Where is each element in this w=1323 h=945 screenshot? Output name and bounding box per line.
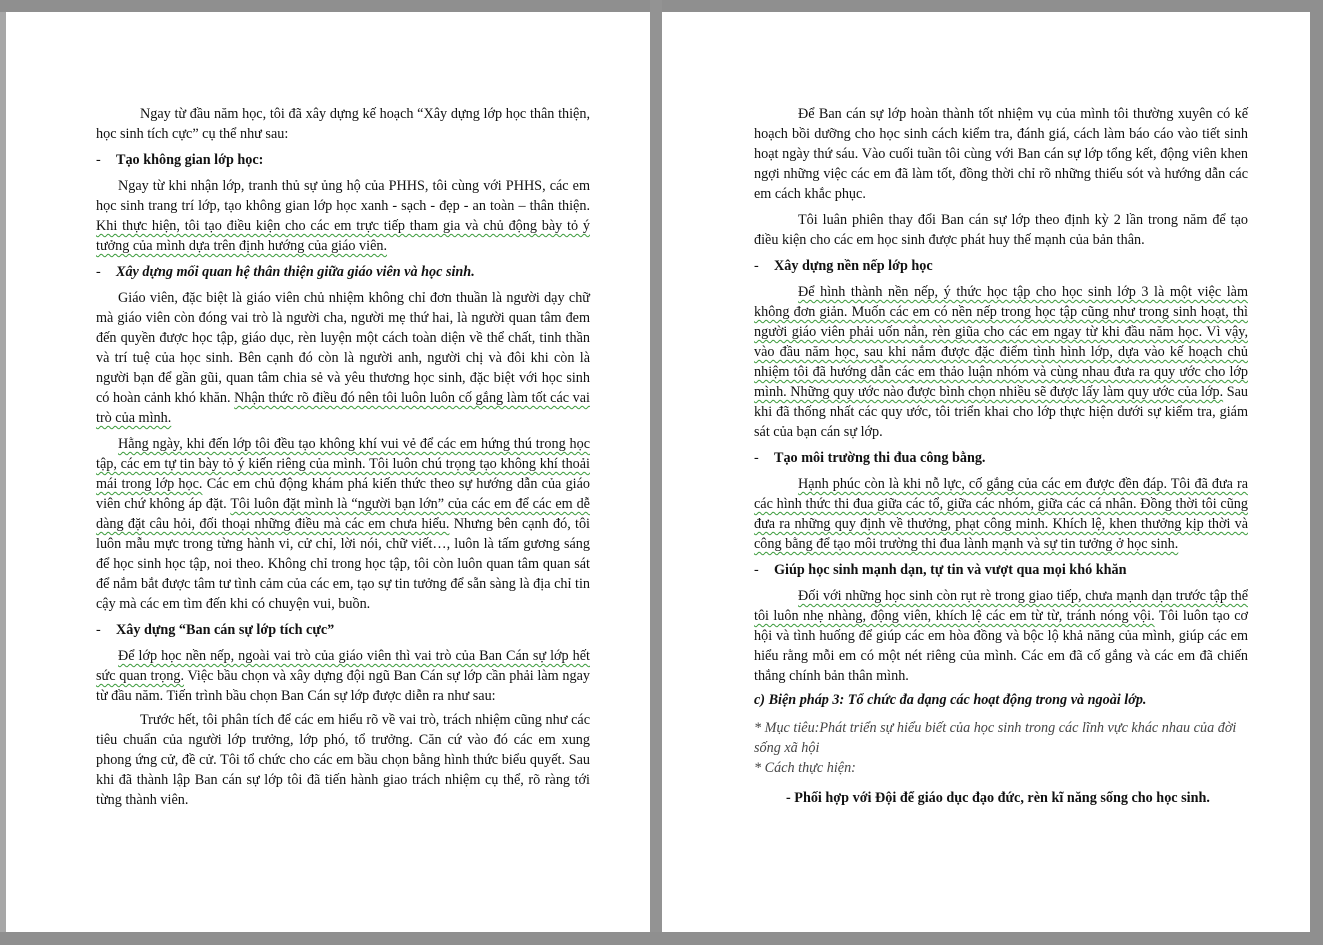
heading-text: Tạo môi trường thi đua công bằng. [774,450,986,466]
paragraph-confidence [754,586,1248,686]
paragraph-committee-duties: Trước hết, tôi phân tích để các em hiểu rõ về vai trò, trách nhiệm cũng như các tiêu chuẩn của người lớp trưởng, lớp phó, tổ trưởng. Căn cứ vào đó các em xung phong ứng cử, đề cử. Tôi tổ chức cho các em bầu chọn bằng hình thức biểu quyết. Sau khi đã thành lập Ban cán sự lớp tôi đã tiến hành giao trách nhiệm cụ thể, rõ ràng tới từng thành viên. [96,712,590,808]
text-run: Sau khi đã thống nhất các quy ước, tôi triển khai cho lớp thực hiện dưới sự kiểm tra, giám sát của bạn cán sự lớp. [754,384,1248,440]
grammar-flagged-text: Khi thực hiện, tôi tạo điều kiện cho các em trực tiếp tham gia và chủ động bày tỏ ý tưởng của mình dựa trên định hướng của giáo viên. [96,218,590,254]
bullet-dash: - [96,622,101,638]
bullet-dash: - [96,264,101,280]
paragraph-classroom-space [96,176,590,256]
heading-class-committee [96,620,590,640]
action-item-youth-union: - Phối hợp với Đội để giáo dục đạo đức, rèn kĩ năng sống cho học sinh. [786,790,1210,806]
document-page-right [662,12,1310,932]
heading-text: Xây dựng nền nếp lớp học [774,258,933,274]
intro-paragraph: Ngay từ đầu năm học, tôi đã xây dựng kế hoạch “Xây dựng lớp học thân thiện, học sinh tích cực” cụ thể như sau: [96,106,590,142]
bullet-dash: - [754,450,759,466]
page-right-text-column [754,104,1248,808]
grammar-flagged-text: Tôi luôn đặt mình là “người bạn lớn” của các em để các em dễ dàng đặt câu hỏi, đối thoại những điều mà các em chưa hiểu. [96,496,590,532]
bullet-dash: - [754,258,759,274]
grammar-flagged-text: Để lớp học nền nếp, ngoài vai trò của giáo viên thì vai trò của Ban Cán sự lớp hết sức quan trọng. [96,648,590,684]
heading-fair-competition [754,448,1248,468]
paragraph-daily-atmosphere [96,434,590,614]
page-left-text-column [96,104,590,810]
paragraph-class-rules [754,282,1248,442]
heading-confidence [754,560,1248,580]
subsection-measure-3: c) Biện pháp 3: Tổ chức đa dạng các hoạt động trong và ngoài lớp. [754,692,1147,708]
note-method: * Cách thực hiện: [754,760,856,776]
heading-text: Xây dựng “Ban cán sự lớp tích cực” [116,622,335,638]
page-gutter [650,0,662,945]
text-run: Giáo viên, đặc biệt là giáo viên chủ nhiệm không chỉ đơn thuần là người dạy chữ mà giáo viên còn đóng vai trò là người cha, người mẹ thứ hai, là người quan tâm đem đến quyền được học tập, giáo dục, rèn luyện một cách toàn diện về thể chất, tinh thần và trí tuệ của học sinh. Bên cạnh đó còn là người anh, người chị và đôi khi còn là người bạn để gần gũi, quan tâm chia sẻ và yêu thương học sinh, đặc biệt với học sinh có hoàn cảnh khó khăn. [96,290,590,406]
grammar-flagged-text: Hằng ngày, khi đến lớp tôi đều tạo không khí vui vẻ để các em hứng thú trong học tập, các em tự tin bày tỏ ý kiến riêng của mình. Tôi luôn chú trọng tạo không khí thoải mái trong lớp học. [96,436,590,492]
grammar-flagged-text: Hạnh phúc còn là khi nỗ lực, cố gắng của các em được đền đáp. Tôi đã đưa ra các hình thức thi đua giữa các tổ, giữa các nhóm, giữa các cá nhân. Đồng thời tôi cũng đưa ra những quy định về thưởng, phạt công minh. Khích lệ, khen thưởng kịp thời và công bằng để tạo môi trường thi đua lành mạnh và sự tin tưởng ở học sinh. [754,476,1248,552]
text-run: Ngay từ khi nhận lớp, tranh thủ sự ủng hộ của PHHS, tôi cùng với PHHS, các em học sinh trang trí lớp, tạo không gian lớp học xanh - sạch - đẹp - an toàn – thân thiện. [96,178,590,214]
grammar-flagged-text: Để hình thành nền nếp, ý thức học tập cho học sinh lớp 3 là một việc làm không đơn giản. Muốn các em có nền nếp trong học tập cũng như trong sinh hoạt, thì người giáo viên phải uốn nắn, rèn giũa cho các em ngay từ khi đầu năm học. Vì vậy, vào đầu năm học, sau khi nắm được đặc điểm tình hình lớp, dựa vào kế hoạch chủ nhiệm tôi đã hướng dẫn các em thảo luận nhóm và cùng nhau đưa ra quy ước cho lớp mình. Những quy ước nào được bình chọn nhiều sẽ được lấy làm quy ước của lớp. [754,284,1248,400]
note-objective: * Mục tiêu:Phát triển sự hiểu biết của học sinh trong các lĩnh vực khác nhau của đời sống xã hội [754,720,1237,756]
heading-teacher-student-relation [96,262,590,282]
paragraph-teacher-role [96,288,590,428]
paragraph-committee-election [96,646,590,706]
heading-class-discipline [754,256,1248,276]
heading-classroom-space [96,150,590,170]
paragraph-committee-training: Để Ban cán sự lớp hoàn thành tốt nhiệm vụ của mình tôi thường xuyên có kế hoạch bồi dưỡng cho học sinh cách kiểm tra, đánh giá, cách làm báo cáo vào tiết sinh hoạt ngày thứ sáu. Vào cuối tuần tôi cùng với Ban cán sự lớp tổng kết, động viên khen ngợi những việc các em đã làm tốt, đồng thời chỉ rõ những thiếu sót và hướng dẫn các em cách khắc phục. [754,106,1248,202]
heading-text: Xây dựng mối quan hệ thân thiện giữa giáo viên và học sinh. [116,264,475,280]
bottom-frame-bar [0,932,1323,945]
paragraph-competition [754,474,1248,554]
bullet-dash: - [96,152,101,168]
bullet-dash: - [754,562,759,578]
text-run: Tôi luôn tạo cơ hội và tình huống để giúp các em hòa đồng và bộc lộ khả năng của mình, giúp các em hiểu rằng mỗi em có một nét riêng của mình. Các em đã cố gắng và các em đã chiến thắng chính bản thân mình. [754,608,1248,684]
text-run: Các em chủ động khám phá kiến thức theo sự hướng dẫn của giáo viên chứ không áp đặt. [96,476,590,512]
paragraph-committee-rotation: Tôi luân phiên thay đổi Ban cán sự lớp theo định kỳ 2 lần trong năm để tạo điều kiện cho các em học sinh được phát huy thế mạnh của bản thân. [754,212,1248,248]
grammar-flagged-text: Nhận thức rõ điều đó nên tôi luôn luôn cố gắng làm tốt các vai trò của mình. [96,390,590,426]
heading-text: Giúp học sinh mạnh dạn, tự tin và vượt qua mọi khó khăn [774,562,1127,578]
document-page-left [6,12,650,932]
grammar-flagged-text: Đối với những học sinh còn rụt rè trong giao tiếp, chưa mạnh dạn trước tập thể tôi luôn nhẹ nhàng, động viên, khích lệ các em từ từ, tránh nóng vội. [754,588,1248,624]
heading-text: Tạo không gian lớp học: [116,152,264,168]
text-run: Việc bầu chọn và xây dựng đội ngũ Ban Cán sự lớp cần phải làm ngay từ đầu năm. Tiến trình bầu chọn Ban Cán sự lớp được diễn ra như sau: [96,668,590,704]
text-run: Nhưng bên cạnh đó, tôi luôn mẫu mực trong từng hành vi, cử chỉ, lời nói, chữ viết…, luôn là tấm gương sáng để học sinh học tập, noi theo. Không chỉ trong học tập, tôi còn luôn quan tâm quan sát để nắm bắt được tâm tư tình cảm của các em, tạo sự tin tưởng để sẵn sàng là địa chỉ tin cậy mà các em tìm đến khi có chuyện vui, buồn. [96,516,590,612]
right-frame-bar [1310,0,1323,945]
